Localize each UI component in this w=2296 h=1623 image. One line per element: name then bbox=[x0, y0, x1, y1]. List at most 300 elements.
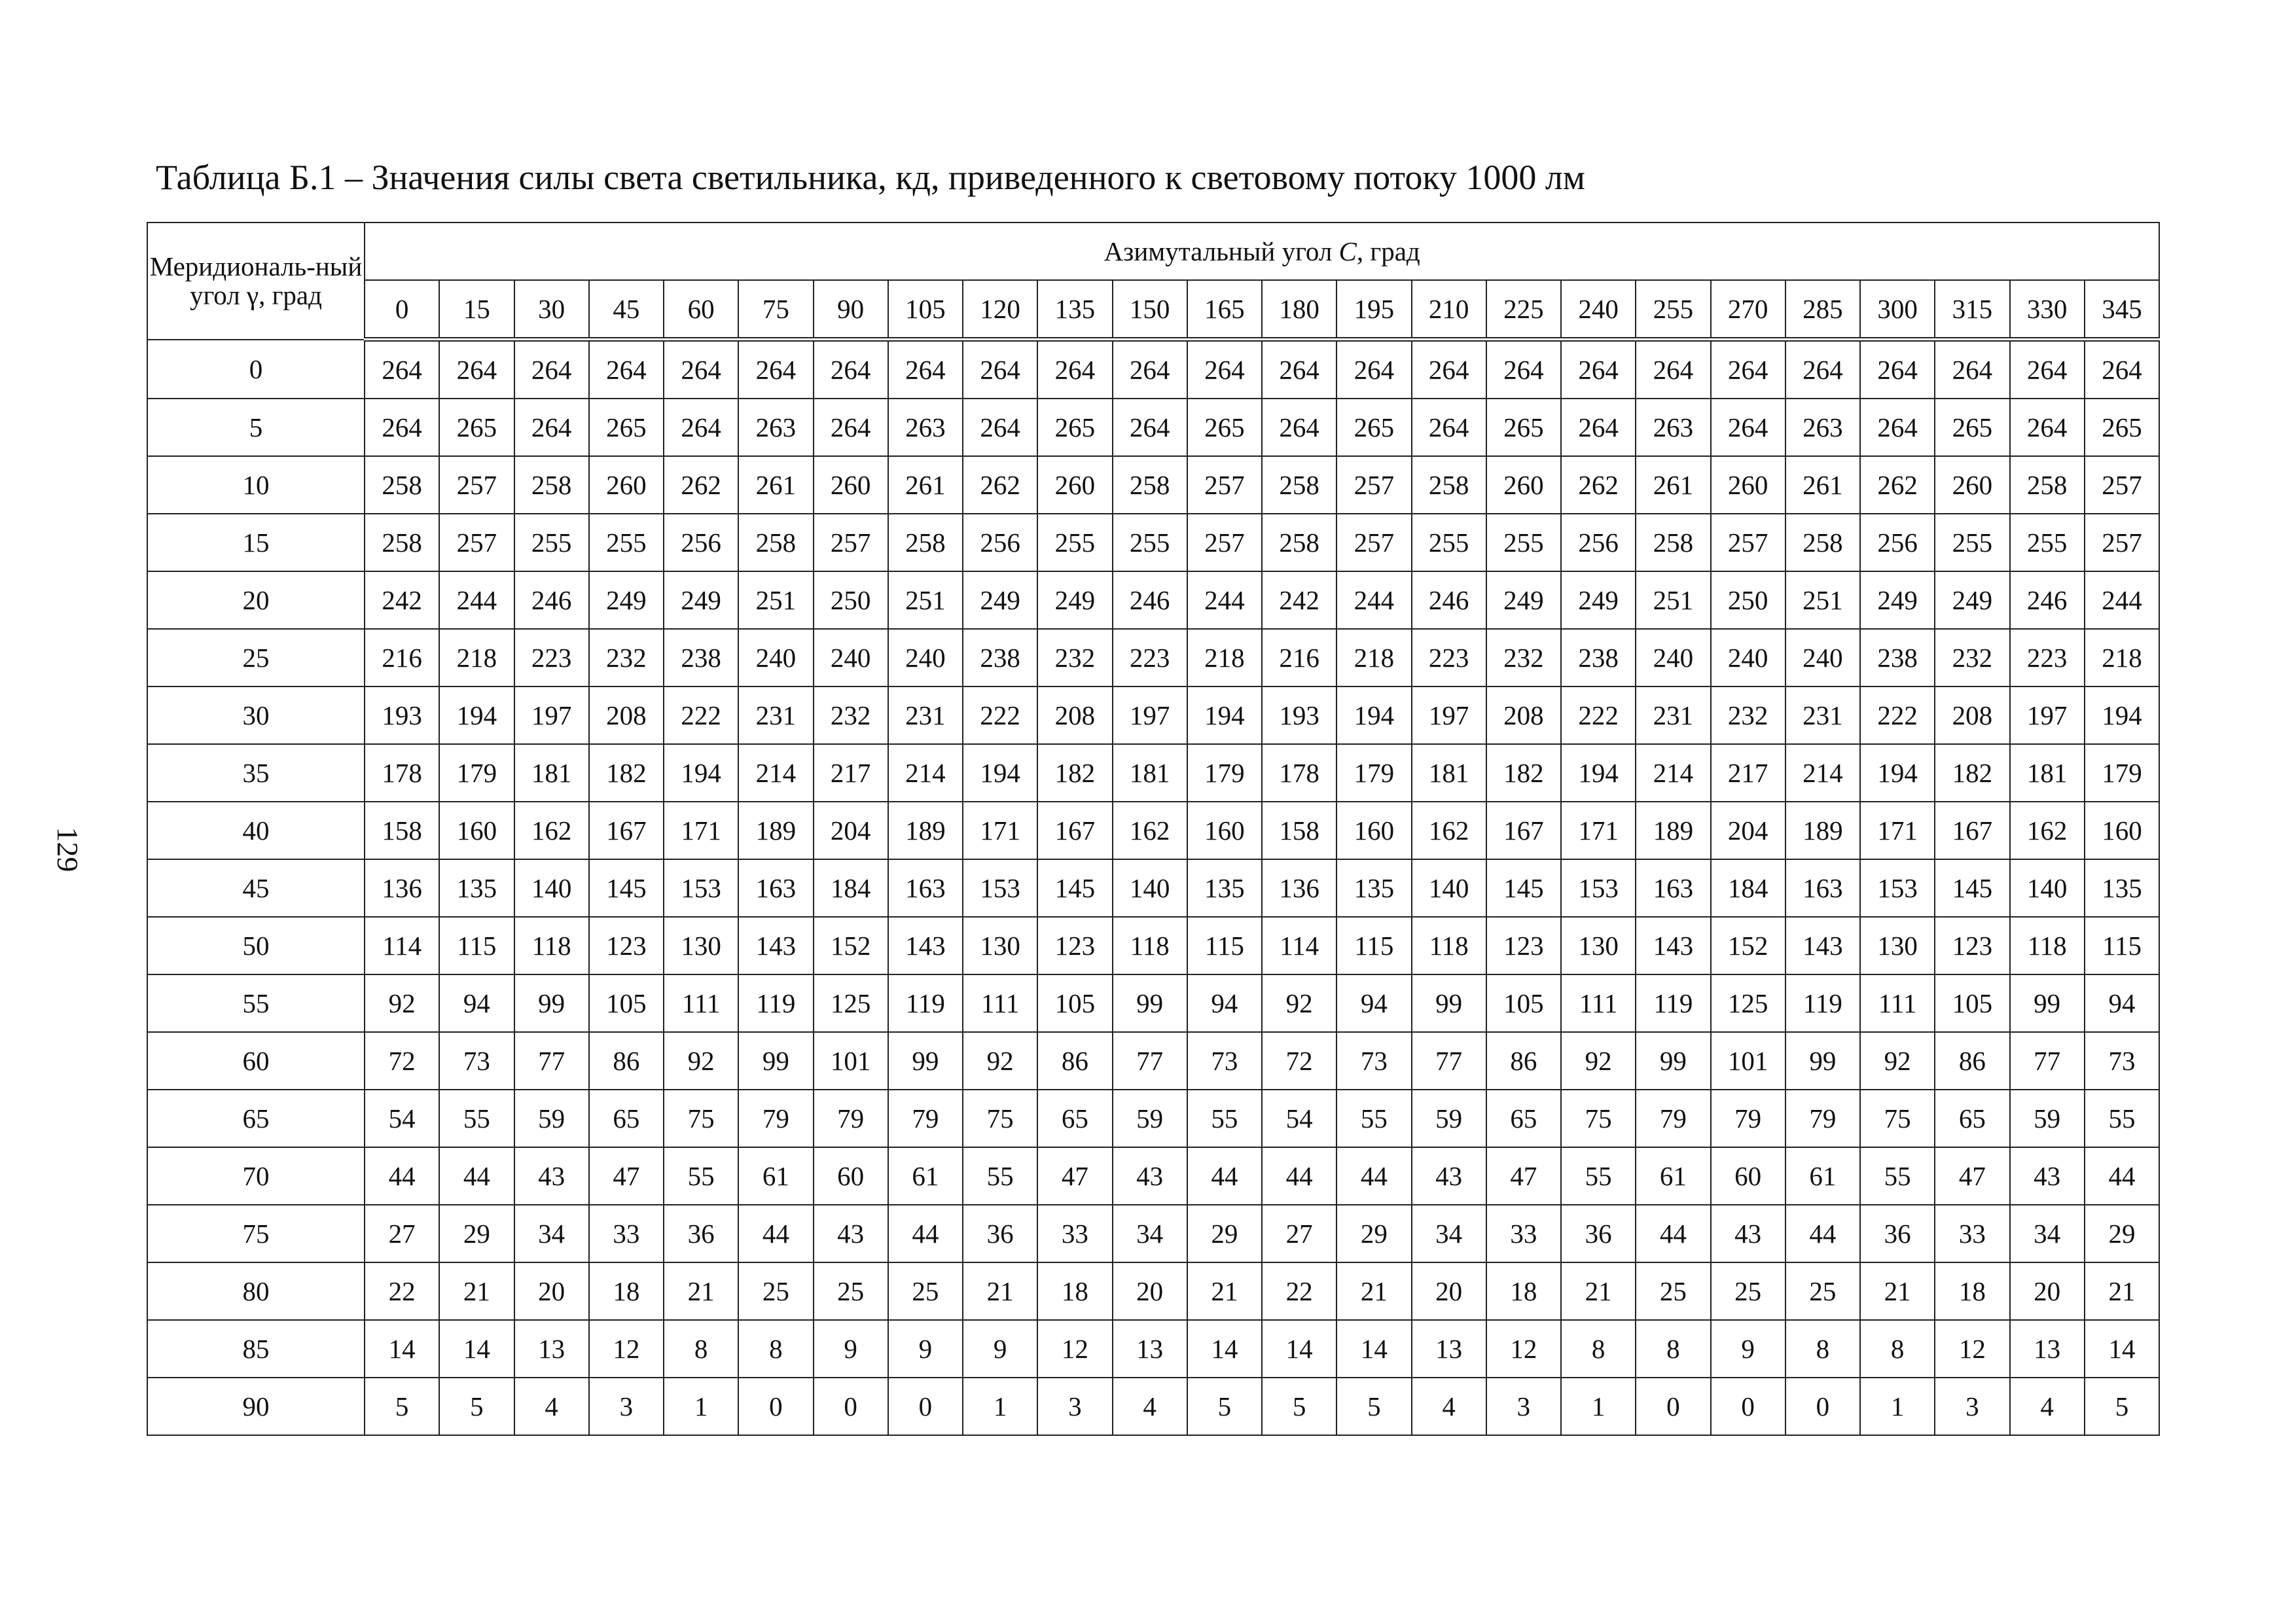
intensity-value-cell: 264 bbox=[439, 340, 514, 399]
intensity-value-cell: 123 bbox=[1935, 917, 2009, 974]
intensity-value-cell: 171 bbox=[1860, 802, 1935, 859]
intensity-value-cell: 105 bbox=[1935, 974, 2009, 1032]
table-caption: Таблица Б.1 – Значения силы света светильника, кд, приведенного к световому потоку 1000 лм bbox=[156, 158, 1585, 197]
intensity-value-cell: 92 bbox=[1860, 1032, 1935, 1090]
intensity-value-cell: 25 bbox=[888, 1262, 963, 1320]
intensity-value-cell: 178 bbox=[365, 744, 439, 802]
intensity-value-cell: 256 bbox=[1561, 514, 1636, 571]
intensity-value-cell: 1 bbox=[963, 1378, 1037, 1435]
azimuth-label-prefix: Азимутальный угол bbox=[1103, 236, 1339, 266]
intensity-value-cell: 246 bbox=[514, 571, 589, 629]
intensity-value-cell: 264 bbox=[888, 340, 963, 399]
intensity-value-cell: 251 bbox=[1636, 571, 1710, 629]
table-row bbox=[147, 1378, 2159, 1435]
intensity-value-cell: 29 bbox=[2085, 1205, 2160, 1262]
intensity-value-cell: 249 bbox=[1935, 571, 2009, 629]
intensity-value-cell: 255 bbox=[1037, 514, 1112, 571]
intensity-value-cell: 119 bbox=[1636, 974, 1710, 1032]
intensity-value-cell: 255 bbox=[2010, 514, 2085, 571]
intensity-value-cell: 208 bbox=[1935, 687, 2009, 744]
intensity-value-cell: 25 bbox=[814, 1262, 888, 1320]
intensity-value-cell: 21 bbox=[664, 1262, 738, 1320]
intensity-value-cell: 92 bbox=[963, 1032, 1037, 1090]
azimuth-angle-cell: 150 bbox=[1113, 280, 1187, 340]
intensity-value-cell: 194 bbox=[439, 687, 514, 744]
intensity-value-cell: 260 bbox=[1711, 456, 1785, 514]
intensity-value-cell: 61 bbox=[1785, 1147, 1860, 1205]
intensity-value-cell: 264 bbox=[1113, 399, 1187, 456]
intensity-value-cell: 179 bbox=[439, 744, 514, 802]
intensity-value-cell: 265 bbox=[1486, 399, 1561, 456]
intensity-value-cell: 99 bbox=[888, 1032, 963, 1090]
intensity-value-cell: 264 bbox=[1561, 399, 1636, 456]
intensity-value-cell: 218 bbox=[2085, 629, 2160, 687]
meridional-angle-cell: 60 bbox=[147, 1032, 365, 1090]
intensity-value-cell: 240 bbox=[814, 629, 888, 687]
intensity-value-cell: 223 bbox=[2010, 629, 2085, 687]
intensity-value-cell: 232 bbox=[814, 687, 888, 744]
intensity-value-cell: 218 bbox=[1336, 629, 1411, 687]
intensity-value-cell: 250 bbox=[814, 571, 888, 629]
intensity-value-cell: 8 bbox=[738, 1320, 813, 1378]
intensity-value-cell: 265 bbox=[589, 399, 664, 456]
intensity-value-cell: 47 bbox=[1037, 1147, 1112, 1205]
intensity-value-cell: 1 bbox=[1561, 1378, 1636, 1435]
intensity-value-cell: 14 bbox=[1336, 1320, 1411, 1378]
intensity-value-cell: 249 bbox=[1860, 571, 1935, 629]
intensity-value-cell: 43 bbox=[1711, 1205, 1785, 1262]
intensity-value-cell: 55 bbox=[2085, 1090, 2160, 1147]
intensity-value-cell: 118 bbox=[1412, 917, 1486, 974]
intensity-value-cell: 171 bbox=[1561, 802, 1636, 859]
meridional-angle-cell: 35 bbox=[147, 744, 365, 802]
intensity-value-cell: 160 bbox=[1187, 802, 1262, 859]
intensity-value-cell: 256 bbox=[1860, 514, 1935, 571]
intensity-value-cell: 5 bbox=[439, 1378, 514, 1435]
intensity-value-cell: 115 bbox=[1336, 917, 1411, 974]
intensity-value-cell: 136 bbox=[365, 859, 439, 917]
intensity-value-cell: 44 bbox=[738, 1205, 813, 1262]
intensity-value-cell: 94 bbox=[439, 974, 514, 1032]
intensity-value-cell: 223 bbox=[1412, 629, 1486, 687]
table-row bbox=[147, 687, 2159, 744]
intensity-value-cell: 257 bbox=[439, 456, 514, 514]
intensity-value-cell: 143 bbox=[888, 917, 963, 974]
intensity-value-cell: 61 bbox=[888, 1147, 963, 1205]
intensity-value-cell: 29 bbox=[1336, 1205, 1411, 1262]
intensity-value-cell: 140 bbox=[1412, 859, 1486, 917]
intensity-value-cell: 47 bbox=[589, 1147, 664, 1205]
page-number: 129 bbox=[51, 827, 84, 872]
intensity-value-cell: 136 bbox=[1262, 859, 1336, 917]
intensity-value-cell: 256 bbox=[664, 514, 738, 571]
intensity-value-cell: 12 bbox=[1935, 1320, 2009, 1378]
intensity-value-cell: 264 bbox=[2010, 340, 2085, 399]
intensity-value-cell: 79 bbox=[1711, 1090, 1785, 1147]
intensity-value-cell: 140 bbox=[514, 859, 589, 917]
azimuth-angle-cell: 120 bbox=[963, 280, 1037, 340]
intensity-value-cell: 255 bbox=[1486, 514, 1561, 571]
intensity-value-cell: 264 bbox=[1262, 399, 1336, 456]
azimuth-angle-cell: 180 bbox=[1262, 280, 1336, 340]
intensity-value-cell: 258 bbox=[888, 514, 963, 571]
intensity-value-cell: 5 bbox=[365, 1378, 439, 1435]
intensity-value-cell: 13 bbox=[1412, 1320, 1486, 1378]
intensity-value-cell: 264 bbox=[814, 340, 888, 399]
intensity-value-cell: 18 bbox=[589, 1262, 664, 1320]
intensity-value-cell: 249 bbox=[664, 571, 738, 629]
intensity-value-cell: 99 bbox=[1113, 974, 1187, 1032]
intensity-value-cell: 44 bbox=[888, 1205, 963, 1262]
intensity-value-cell: 29 bbox=[1187, 1205, 1262, 1262]
intensity-value-cell: 258 bbox=[738, 514, 813, 571]
intensity-value-cell: 193 bbox=[1262, 687, 1336, 744]
intensity-value-cell: 43 bbox=[1113, 1147, 1187, 1205]
table-row bbox=[147, 456, 2159, 514]
intensity-value-cell: 238 bbox=[664, 629, 738, 687]
intensity-value-cell: 258 bbox=[2010, 456, 2085, 514]
intensity-value-cell: 257 bbox=[1187, 514, 1262, 571]
intensity-value-cell: 242 bbox=[1262, 571, 1336, 629]
intensity-value-cell: 0 bbox=[1636, 1378, 1710, 1435]
meridional-angle-cell: 5 bbox=[147, 399, 365, 456]
azimuth-label-suffix: , град bbox=[1356, 236, 1420, 266]
intensity-value-cell: 72 bbox=[1262, 1032, 1336, 1090]
intensity-value-cell: 21 bbox=[1187, 1262, 1262, 1320]
intensity-value-cell: 238 bbox=[1860, 629, 1935, 687]
intensity-value-cell: 189 bbox=[738, 802, 813, 859]
intensity-value-cell: 135 bbox=[1187, 859, 1262, 917]
intensity-value-cell: 5 bbox=[1262, 1378, 1336, 1435]
intensity-value-cell: 14 bbox=[365, 1320, 439, 1378]
intensity-value-cell: 143 bbox=[1785, 917, 1860, 974]
intensity-value-cell: 194 bbox=[2085, 687, 2160, 744]
intensity-value-cell: 232 bbox=[1711, 687, 1785, 744]
intensity-value-cell: 194 bbox=[664, 744, 738, 802]
intensity-value-cell: 61 bbox=[738, 1147, 813, 1205]
intensity-value-cell: 123 bbox=[1486, 917, 1561, 974]
intensity-value-cell: 240 bbox=[888, 629, 963, 687]
table-row bbox=[147, 1205, 2159, 1262]
azimuth-angle-cell: 105 bbox=[888, 280, 963, 340]
intensity-value-cell: 1 bbox=[664, 1378, 738, 1435]
intensity-value-cell: 4 bbox=[514, 1378, 589, 1435]
intensity-value-cell: 214 bbox=[738, 744, 813, 802]
intensity-value-cell: 265 bbox=[2085, 399, 2160, 456]
intensity-value-cell: 240 bbox=[1636, 629, 1710, 687]
azimuth-angle-cell: 210 bbox=[1412, 280, 1486, 340]
azimuth-angle-cell: 300 bbox=[1860, 280, 1935, 340]
intensity-value-cell: 55 bbox=[1336, 1090, 1411, 1147]
intensity-value-cell: 59 bbox=[514, 1090, 589, 1147]
intensity-value-cell: 162 bbox=[514, 802, 589, 859]
intensity-value-cell: 232 bbox=[1486, 629, 1561, 687]
intensity-value-cell: 77 bbox=[1412, 1032, 1486, 1090]
intensity-value-cell: 184 bbox=[814, 859, 888, 917]
intensity-value-cell: 73 bbox=[1187, 1032, 1262, 1090]
intensity-value-cell: 18 bbox=[1037, 1262, 1112, 1320]
azimuth-angle-cell: 75 bbox=[738, 280, 813, 340]
intensity-value-cell: 60 bbox=[1711, 1147, 1785, 1205]
intensity-value-cell: 36 bbox=[963, 1205, 1037, 1262]
intensity-value-cell: 130 bbox=[664, 917, 738, 974]
intensity-value-cell: 75 bbox=[664, 1090, 738, 1147]
intensity-value-cell: 264 bbox=[1935, 340, 2009, 399]
intensity-value-cell: 18 bbox=[1486, 1262, 1561, 1320]
table-row bbox=[147, 340, 2159, 399]
intensity-value-cell: 263 bbox=[888, 399, 963, 456]
intensity-value-cell: 8 bbox=[1636, 1320, 1710, 1378]
intensity-value-cell: 105 bbox=[589, 974, 664, 1032]
intensity-value-cell: 0 bbox=[1785, 1378, 1860, 1435]
intensity-value-cell: 260 bbox=[814, 456, 888, 514]
intensity-value-cell: 263 bbox=[1636, 399, 1710, 456]
azimuth-angle-cell: 165 bbox=[1187, 280, 1262, 340]
intensity-value-cell: 249 bbox=[1037, 571, 1112, 629]
intensity-value-cell: 14 bbox=[1187, 1320, 1262, 1378]
intensity-value-cell: 25 bbox=[1636, 1262, 1710, 1320]
azimuth-angle-header bbox=[365, 223, 2159, 280]
intensity-value-cell: 264 bbox=[963, 399, 1037, 456]
intensity-value-cell: 77 bbox=[2010, 1032, 2085, 1090]
azimuth-angle-cell: 135 bbox=[1037, 280, 1112, 340]
intensity-value-cell: 258 bbox=[1785, 514, 1860, 571]
table-row bbox=[147, 514, 2159, 571]
intensity-value-cell: 105 bbox=[1037, 974, 1112, 1032]
intensity-value-cell: 255 bbox=[514, 514, 589, 571]
intensity-value-cell: 258 bbox=[1262, 514, 1336, 571]
intensity-value-cell: 244 bbox=[1187, 571, 1262, 629]
intensity-value-cell: 21 bbox=[963, 1262, 1037, 1320]
table-body bbox=[147, 340, 2159, 1436]
intensity-value-cell: 21 bbox=[439, 1262, 514, 1320]
intensity-value-cell: 246 bbox=[2010, 571, 2085, 629]
intensity-value-cell: 264 bbox=[664, 399, 738, 456]
intensity-value-cell: 92 bbox=[365, 974, 439, 1032]
intensity-value-cell: 75 bbox=[1561, 1090, 1636, 1147]
intensity-value-cell: 59 bbox=[1412, 1090, 1486, 1147]
azimuth-angle-cell: 330 bbox=[2010, 280, 2085, 340]
intensity-value-cell: 258 bbox=[1636, 514, 1710, 571]
intensity-value-cell: 44 bbox=[1262, 1147, 1336, 1205]
intensity-value-cell: 264 bbox=[1037, 340, 1112, 399]
intensity-value-cell: 119 bbox=[738, 974, 813, 1032]
azimuth-angle-cell: 240 bbox=[1561, 280, 1636, 340]
azimuth-angle-cell: 30 bbox=[514, 280, 589, 340]
meridional-angle-header: Меридиональ-ный угол γ, град bbox=[147, 223, 365, 340]
intensity-value-cell: 92 bbox=[664, 1032, 738, 1090]
meridional-angle-cell: 80 bbox=[147, 1262, 365, 1320]
intensity-value-cell: 257 bbox=[1336, 456, 1411, 514]
intensity-value-cell: 140 bbox=[2010, 859, 2085, 917]
intensity-value-cell: 167 bbox=[1486, 802, 1561, 859]
intensity-value-cell: 264 bbox=[814, 399, 888, 456]
table-row bbox=[147, 1320, 2159, 1378]
intensity-value-cell: 231 bbox=[1785, 687, 1860, 744]
intensity-value-cell: 232 bbox=[1037, 629, 1112, 687]
meridional-angle-cell: 40 bbox=[147, 802, 365, 859]
intensity-value-cell: 197 bbox=[1113, 687, 1187, 744]
intensity-value-cell: 9 bbox=[888, 1320, 963, 1378]
intensity-value-cell: 167 bbox=[1935, 802, 2009, 859]
intensity-value-cell: 249 bbox=[1486, 571, 1561, 629]
intensity-value-cell: 43 bbox=[2010, 1147, 2085, 1205]
meridional-angle-cell: 10 bbox=[147, 456, 365, 514]
intensity-value-cell: 135 bbox=[2085, 859, 2160, 917]
intensity-value-cell: 189 bbox=[888, 802, 963, 859]
intensity-value-cell: 54 bbox=[1262, 1090, 1336, 1147]
intensity-value-cell: 251 bbox=[888, 571, 963, 629]
intensity-value-cell: 44 bbox=[365, 1147, 439, 1205]
intensity-value-cell: 265 bbox=[439, 399, 514, 456]
intensity-value-cell: 249 bbox=[963, 571, 1037, 629]
intensity-value-cell: 231 bbox=[888, 687, 963, 744]
intensity-value-cell: 22 bbox=[365, 1262, 439, 1320]
intensity-value-cell: 260 bbox=[1935, 456, 2009, 514]
intensity-value-cell: 25 bbox=[1785, 1262, 1860, 1320]
intensity-value-cell: 9 bbox=[814, 1320, 888, 1378]
intensity-value-cell: 208 bbox=[1037, 687, 1112, 744]
intensity-value-cell: 258 bbox=[365, 456, 439, 514]
intensity-value-cell: 25 bbox=[738, 1262, 813, 1320]
intensity-value-cell: 181 bbox=[1412, 744, 1486, 802]
intensity-value-cell: 208 bbox=[589, 687, 664, 744]
intensity-value-cell: 25 bbox=[1711, 1262, 1785, 1320]
intensity-value-cell: 264 bbox=[514, 340, 589, 399]
intensity-value-cell: 222 bbox=[963, 687, 1037, 744]
intensity-value-cell: 217 bbox=[1711, 744, 1785, 802]
intensity-value-cell: 77 bbox=[514, 1032, 589, 1090]
intensity-value-cell: 255 bbox=[1412, 514, 1486, 571]
table-row bbox=[147, 399, 2159, 456]
intensity-value-cell: 33 bbox=[589, 1205, 664, 1262]
intensity-value-cell: 257 bbox=[814, 514, 888, 571]
intensity-value-cell: 145 bbox=[1486, 859, 1561, 917]
intensity-value-cell: 5 bbox=[2085, 1378, 2160, 1435]
azimuth-angle-cell: 195 bbox=[1336, 280, 1411, 340]
intensity-value-cell: 263 bbox=[1785, 399, 1860, 456]
intensity-value-cell: 118 bbox=[514, 917, 589, 974]
intensity-value-cell: 8 bbox=[1860, 1320, 1935, 1378]
intensity-value-cell: 181 bbox=[1113, 744, 1187, 802]
intensity-value-cell: 145 bbox=[1935, 859, 2009, 917]
intensity-value-cell: 153 bbox=[1860, 859, 1935, 917]
intensity-value-cell: 27 bbox=[365, 1205, 439, 1262]
intensity-value-cell: 251 bbox=[1785, 571, 1860, 629]
intensity-value-cell: 232 bbox=[589, 629, 664, 687]
azimuth-angle-cell: 285 bbox=[1785, 280, 1860, 340]
azimuth-angle-cell: 345 bbox=[2085, 280, 2160, 340]
intensity-value-cell: 218 bbox=[439, 629, 514, 687]
intensity-value-cell: 12 bbox=[1037, 1320, 1112, 1378]
intensity-value-cell: 244 bbox=[2085, 571, 2160, 629]
intensity-value-cell: 44 bbox=[1785, 1205, 1860, 1262]
intensity-value-cell: 115 bbox=[1187, 917, 1262, 974]
intensity-value-cell: 123 bbox=[1037, 917, 1112, 974]
azimuth-angle-cell: 15 bbox=[439, 280, 514, 340]
intensity-value-cell: 86 bbox=[1935, 1032, 2009, 1090]
intensity-value-cell: 182 bbox=[1486, 744, 1561, 802]
intensity-value-cell: 214 bbox=[888, 744, 963, 802]
intensity-value-cell: 72 bbox=[365, 1032, 439, 1090]
intensity-value-cell: 194 bbox=[1336, 687, 1411, 744]
intensity-value-cell: 65 bbox=[1935, 1090, 2009, 1147]
azimuth-angle-cell: 60 bbox=[664, 280, 738, 340]
intensity-value-cell: 13 bbox=[2010, 1320, 2085, 1378]
intensity-value-cell: 3 bbox=[1037, 1378, 1112, 1435]
intensity-value-cell: 244 bbox=[439, 571, 514, 629]
intensity-value-cell: 264 bbox=[514, 399, 589, 456]
intensity-value-cell: 250 bbox=[1711, 571, 1785, 629]
meridional-angle-cell: 15 bbox=[147, 514, 365, 571]
intensity-value-cell: 160 bbox=[2085, 802, 2160, 859]
intensity-value-cell: 264 bbox=[1486, 340, 1561, 399]
intensity-value-cell: 0 bbox=[738, 1378, 813, 1435]
table-row bbox=[147, 744, 2159, 802]
intensity-value-cell: 18 bbox=[1935, 1262, 2009, 1320]
intensity-value-cell: 59 bbox=[2010, 1090, 2085, 1147]
intensity-value-cell: 92 bbox=[1561, 1032, 1636, 1090]
intensity-value-cell: 158 bbox=[365, 802, 439, 859]
intensity-value-cell: 249 bbox=[589, 571, 664, 629]
azimuth-angle-cell: 270 bbox=[1711, 280, 1785, 340]
azimuth-angle-cell: 225 bbox=[1486, 280, 1561, 340]
intensity-value-cell: 143 bbox=[1636, 917, 1710, 974]
intensity-value-cell: 55 bbox=[1860, 1147, 1935, 1205]
intensity-value-cell: 257 bbox=[2085, 514, 2160, 571]
intensity-value-cell: 20 bbox=[1412, 1262, 1486, 1320]
intensity-value-cell: 145 bbox=[1037, 859, 1112, 917]
intensity-value-cell: 163 bbox=[888, 859, 963, 917]
intensity-value-cell: 261 bbox=[888, 456, 963, 514]
intensity-value-cell: 43 bbox=[814, 1205, 888, 1262]
intensity-value-cell: 260 bbox=[589, 456, 664, 514]
intensity-value-cell: 43 bbox=[514, 1147, 589, 1205]
intensity-value-cell: 255 bbox=[589, 514, 664, 571]
intensity-value-cell: 118 bbox=[1113, 917, 1187, 974]
intensity-value-cell: 258 bbox=[1412, 456, 1486, 514]
intensity-value-cell: 101 bbox=[814, 1032, 888, 1090]
table-row bbox=[147, 802, 2159, 859]
intensity-value-cell: 264 bbox=[1636, 340, 1710, 399]
intensity-value-cell: 264 bbox=[1412, 399, 1486, 456]
intensity-value-cell: 249 bbox=[1561, 571, 1636, 629]
intensity-value-cell: 0 bbox=[888, 1378, 963, 1435]
intensity-value-cell: 257 bbox=[1711, 514, 1785, 571]
table-row bbox=[147, 1090, 2159, 1147]
intensity-value-cell: 152 bbox=[814, 917, 888, 974]
intensity-value-cell: 222 bbox=[664, 687, 738, 744]
intensity-value-cell: 79 bbox=[1636, 1090, 1710, 1147]
intensity-value-cell: 55 bbox=[1561, 1147, 1636, 1205]
intensity-value-cell: 218 bbox=[1187, 629, 1262, 687]
intensity-value-cell: 79 bbox=[814, 1090, 888, 1147]
intensity-value-cell: 265 bbox=[1187, 399, 1262, 456]
intensity-value-cell: 240 bbox=[738, 629, 813, 687]
intensity-value-cell: 264 bbox=[1711, 399, 1785, 456]
intensity-value-cell: 44 bbox=[1336, 1147, 1411, 1205]
intensity-value-cell: 264 bbox=[664, 340, 738, 399]
intensity-value-cell: 257 bbox=[439, 514, 514, 571]
azimuth-angle-cell: 90 bbox=[814, 280, 888, 340]
intensity-value-cell: 75 bbox=[963, 1090, 1037, 1147]
intensity-value-cell: 264 bbox=[365, 340, 439, 399]
intensity-value-cell: 265 bbox=[1336, 399, 1411, 456]
intensity-value-cell: 258 bbox=[514, 456, 589, 514]
intensity-value-cell: 251 bbox=[738, 571, 813, 629]
intensity-value-cell: 214 bbox=[1636, 744, 1710, 802]
intensity-value-cell: 111 bbox=[1561, 974, 1636, 1032]
